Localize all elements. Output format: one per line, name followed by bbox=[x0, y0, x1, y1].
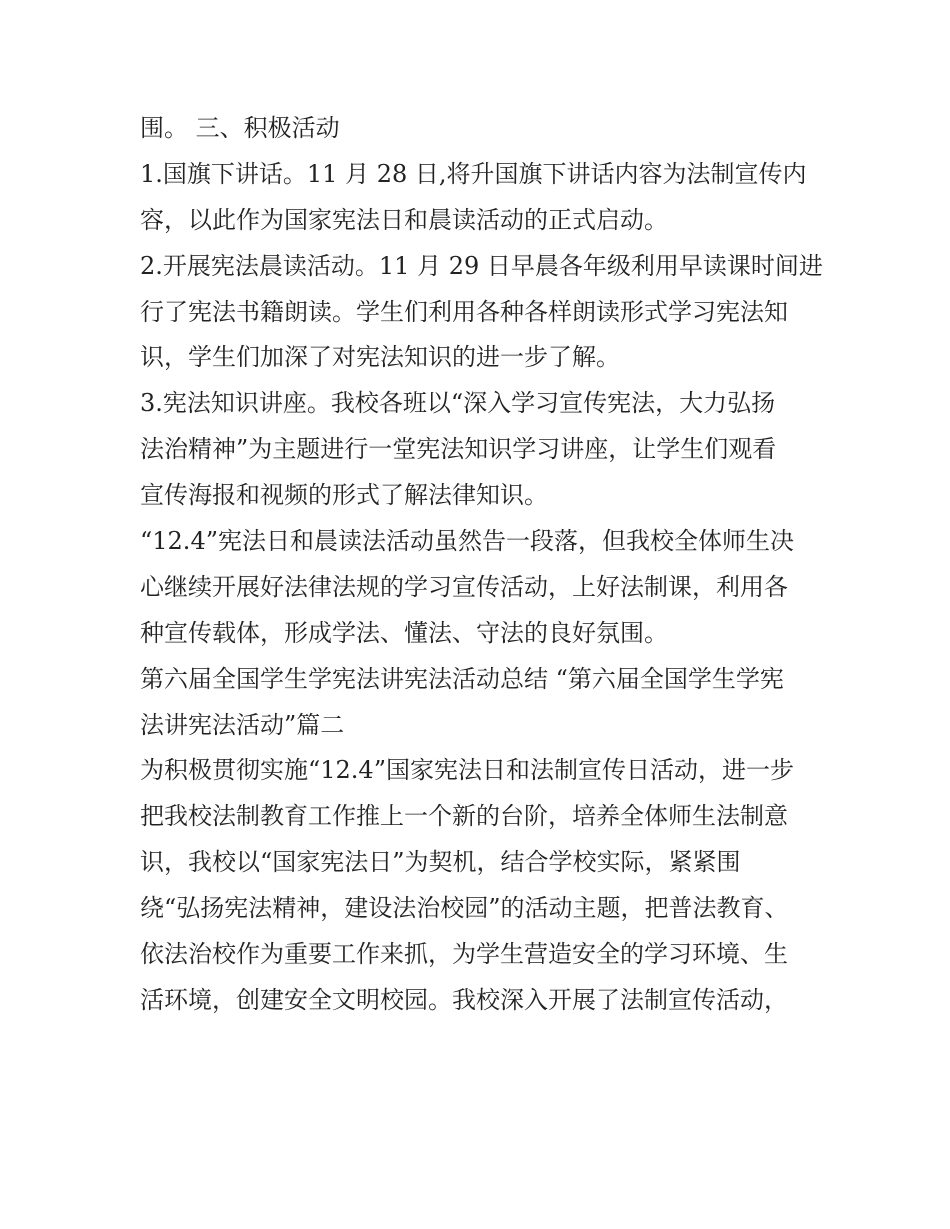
text-line: 绕“弘扬宪法精神，建设法治校园”的活动主题，把普法教育、 bbox=[140, 894, 789, 923]
body-text bbox=[140, 106, 823, 1024]
text-line: 容，以此作为国家宪法日和晨读活动的正式启动。 bbox=[140, 205, 668, 234]
text-line: 识，学生们加深了对宪法知识的进一步了解。 bbox=[140, 343, 620, 372]
text-line: 法讲宪法活动”篇二 bbox=[140, 710, 345, 739]
text-line: 3.宪法知识讲座。我校各班以“深入学习宣传宪法，大力弘扬 bbox=[140, 389, 776, 418]
text-line: 依法治校作为重要工作来抓，为学生营造安全的学习环境、生 bbox=[140, 940, 788, 969]
text-line: 2.开展宪法晨读活动。11 月 29 日早晨各年级利用早读课时间进 bbox=[140, 251, 823, 280]
text-line: 种宣传载体，形成学法、懂法、守法的良好氛围。 bbox=[140, 618, 668, 647]
text-line: 1.国旗下讲话。11 月 28 日,将升国旗下讲话内容为法制宣传内 bbox=[140, 159, 807, 188]
text-line: 活环境，创建安全文明校园。我校深入开展了法制宣传活动， bbox=[140, 985, 788, 1014]
text-line: 围。 三、积极活动 bbox=[140, 114, 340, 142]
text-line: 第六届全国学生学宪法讲宪法活动总结 “第六届全国学生学宪 bbox=[140, 664, 784, 693]
text-line: 识，我校以“国家宪法日”为契机，结合学校实际，紧紧围 bbox=[140, 848, 741, 877]
text-line: “12.4”宪法日和晨读法活动虽然告一段落，但我校全体师生决 bbox=[140, 527, 794, 556]
text-line: 宣传海报和视频的形式了解法律知识。 bbox=[140, 481, 548, 510]
text-line: 把我校法制教育工作推上一个新的台阶，培养全体师生法制意 bbox=[140, 802, 788, 831]
text-line: 心继续开展好法律法规的学习宣传活动，上好法制课，利用各 bbox=[140, 572, 788, 601]
text-line: 为积极贯彻实施“12.4”国家宪法日和法制宣传日活动，进一步 bbox=[140, 756, 794, 785]
text-line: 行了宪法书籍朗读。学生们利用各种各样朗读形式学习宪法知 bbox=[140, 297, 788, 326]
text-line: 法治精神”为主题进行一堂宪法知识学习讲座，让学生们观看 bbox=[140, 435, 777, 464]
